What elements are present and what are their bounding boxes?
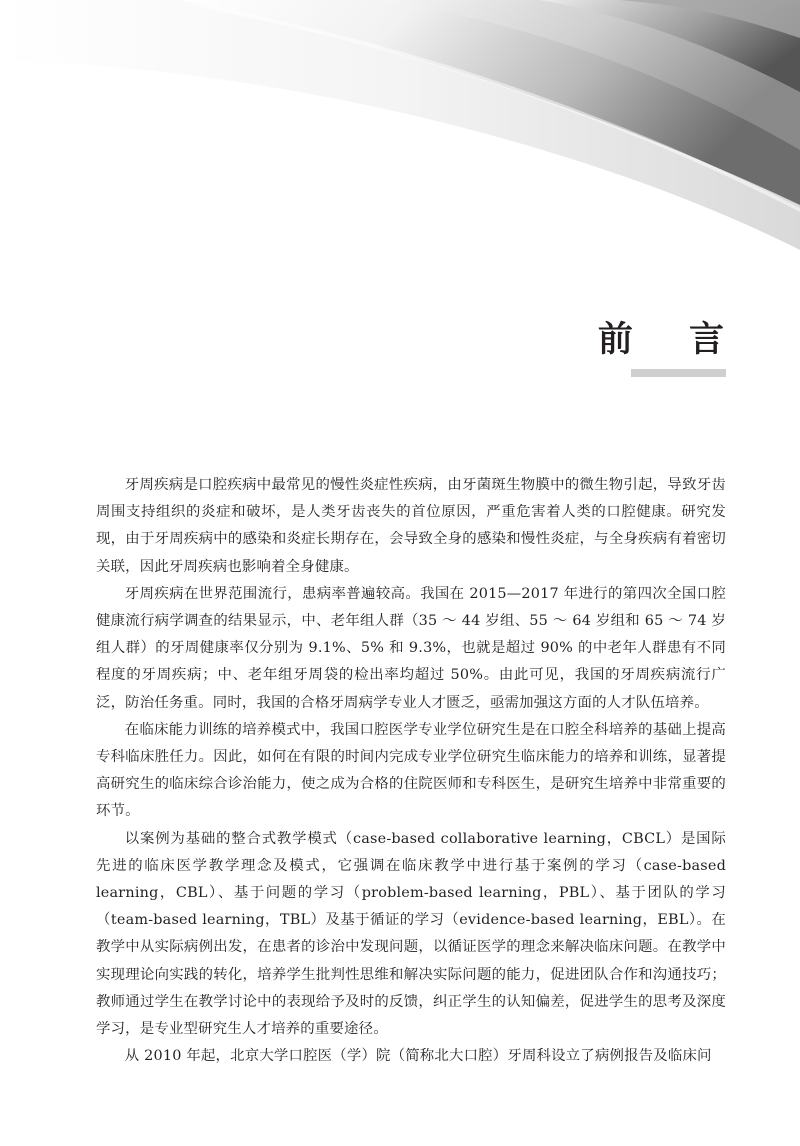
paragraph: 从 2010 年起，北京大学口腔医（学）院（简称北大口腔）牙周科设立了病例报告及临床问 [124,1048,712,1065]
header-decoration [0,0,800,260]
preface-body [96,472,726,1070]
page-title: 前 言 [597,320,746,360]
paragraph: 牙周疾病在世界范围流行，患病率普遍较高。我国在 2015—2017 年进行的第四次全国口腔健康流行病学调查的结果显示，中、老年组人群（35 ～ 44 岁组、55 ～ 64 岁组和 65 ～ 74 岁组人群）的牙周健康率仅分别为 9.1%、5% 和 9.3%，也就是超过 90% 的中老年人群患有不同程度的牙周疾病；中、老年组牙周袋的检出率均超过 50%。由此可见，我国的牙周疾病流行广泛，防治任务重。同时，我国的合格牙周病学专业人才匮乏，亟需加强这方面的人才队伍培养。 [96,585,726,711]
paragraph: 牙周疾病是口腔疾病中最常见的慢性炎症性疾病，由牙菌斑生物膜中的微生物引起，导致牙齿周围支持组织的炎症和破坏，是人类牙齿丧失的首位原因，严重危害着人类的口腔健康。研究发现，由于牙周疾病中的感染和炎症长期存在，会导致全身的感染和慢性炎症，与全身疾病有着密切关联，因此牙周疾病也影响着全身健康。 [96,477,726,575]
title-underline-bar [631,369,726,377]
paragraph: 以案例为基础的整合式教学模式（case-based collaborative learning，CBCL）是国际先进的临床医学教学理念及模式，它强调在临床教学中进行基于案例的学习（case-based learning，CBL）、基于问题的学习（problem-based learning，PBL）、基于团队的学习（team-based learning，TBL）及基于循证的学习（evidence-based learning，EBL）。在教学中从实际病例出发，在患者的诊治中发现问题，以循证医学的理念来解决临床问题。在教学中实现理论向实践的转化，培养学生批判性思维和解决实际问题的能力，促进团队合作和沟通技巧；教师通过学生在教学讨论中的表现给予及时的反馈，纠正学生的认知偏差，促进学生的思考及深度学习，是专业型研究生人才培养的重要途径。 [96,830,726,1038]
paragraph: 在临床能力训练的培养模式中，我国口腔医学专业学位研究生是在口腔全科培养的基础上提高专科临床胜任力。因此，如何在有限的时间内完成专业学位研究生临床能力的培养和训练，显著提高研究生的临床综合诊治能力，使之成为合格的住院医师和专科医生，是研究生培养中非常重要的环节。 [96,721,726,820]
